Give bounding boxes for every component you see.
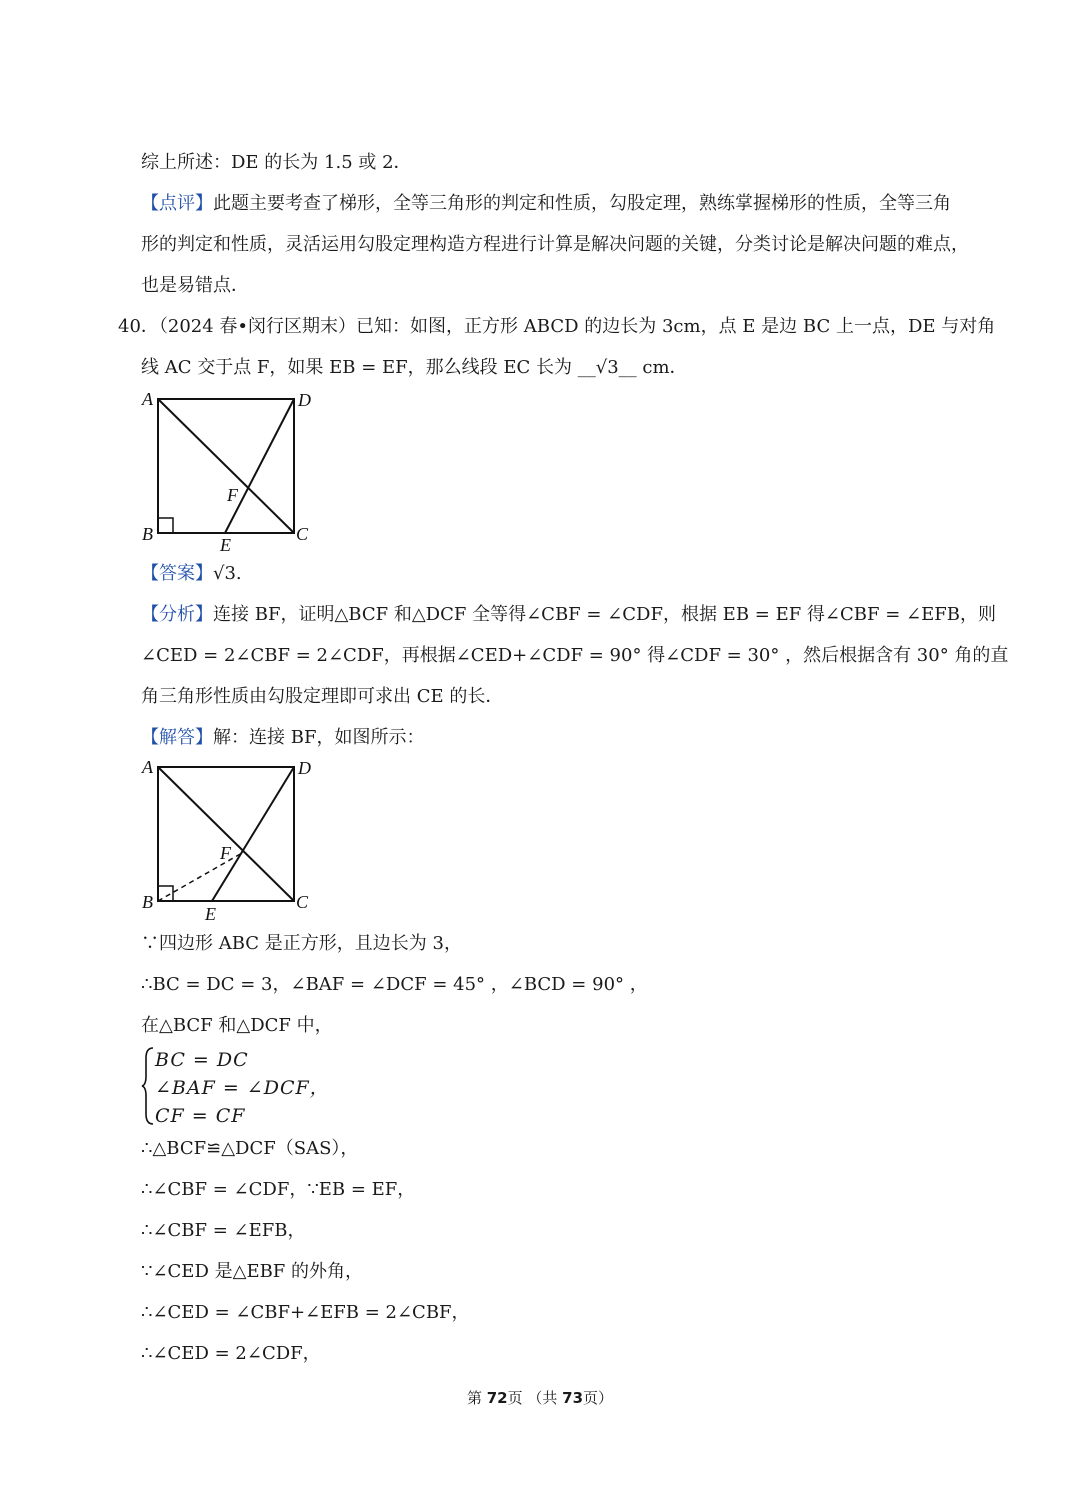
- label-d: D: [298, 390, 311, 410]
- right-angle-mark: [158, 518, 173, 533]
- answer-blank: __√3__: [577, 357, 637, 378]
- solution-step-4: ∴△BCF≌△DCF（SAS），: [141, 1138, 359, 1159]
- segment-de-2: [212, 767, 294, 901]
- problem-text-2a: 线 AC 交于点 F，如果 EB = EF，那么线段 EC 长为: [141, 357, 578, 378]
- system-eq-2: ∠BAF = ∠DCF，: [155, 1077, 330, 1099]
- solution-tag: 【解答】: [141, 727, 213, 748]
- label-d-2: D: [298, 758, 311, 778]
- segment-de: [225, 399, 294, 533]
- review-tag: 【点评】: [141, 193, 213, 214]
- problem-text-2b: cm．: [636, 357, 688, 378]
- label-b: B: [142, 524, 153, 544]
- solution-step-8: ∴∠CED = ∠CBF+∠EFB = 2∠CBF，: [141, 1302, 470, 1323]
- footer-mid: 页 （共: [507, 1389, 563, 1407]
- review-line-3: 也是易错点．: [141, 275, 249, 296]
- label-e: E: [220, 535, 231, 555]
- label-c: C: [296, 524, 309, 544]
- footer-prefix: 第: [466, 1389, 487, 1407]
- square-figure-2: [130, 755, 330, 930]
- review-line-2: 形的判定和性质，灵活运用勾股定理构造方程进行计算是解决问题的关键，分类讨论是解决问题的难点，: [141, 234, 969, 255]
- analysis-tag: 【分析】: [141, 604, 213, 625]
- label-c-2: C: [296, 892, 309, 912]
- analysis-line-1: [141, 603, 996, 627]
- answer-tag: 【答案】: [141, 563, 213, 584]
- review-line-1: [141, 192, 951, 216]
- diagonal-ac: [158, 399, 294, 533]
- system-brace: [141, 1046, 155, 1126]
- right-angle-mark-2: [158, 886, 173, 901]
- label-f: F: [227, 485, 238, 505]
- analysis-line-2: ∠CED = 2∠CBF = 2∠CDF，再根据∠CED+∠CDF = 90° 得∠CDF = 30° ，然后根据含有 30° 角的直: [141, 645, 1009, 666]
- diagonal-ac-2: [158, 767, 294, 901]
- label-b-2: B: [142, 892, 153, 912]
- system-eq-1: BC = DC: [155, 1049, 249, 1071]
- review-text-1: 此题主要考查了梯形，全等三角形的判定和性质，勾股定理，熟练掌握梯形的性质，全等三角: [213, 193, 951, 214]
- solution-intro: 解：连接 BF，如图所示：: [213, 727, 425, 748]
- solution-step-3: 在△BCF 和△DCF 中，: [141, 1015, 333, 1036]
- answer-line: [141, 562, 242, 586]
- solution-intro-line: [141, 726, 424, 750]
- solution-step-2: ∴BC = DC = 3，∠BAF = ∠DCF = 45° ，∠BCD = 90° ，: [141, 974, 648, 995]
- footer-suffix: 页）: [583, 1389, 614, 1407]
- analysis-line-3: 角三角形性质由勾股定理即可求出 CE 的长．: [141, 686, 504, 707]
- solution-step-1: ∵四边形 ABC 是正方形，且边长为 3，: [141, 933, 462, 954]
- answer-value: √3.: [213, 563, 242, 584]
- summary-text: 综上所述：DE 的长为 1.5 或 2．: [141, 152, 412, 173]
- label-e-2: E: [205, 904, 216, 924]
- analysis-text-1: 连接 BF，证明△BCF 和△DCF 全等得∠CBF = ∠CDF，根据 EB = EF 得∠CBF = ∠EFB，则: [213, 604, 996, 625]
- problem-line-2: [141, 356, 688, 380]
- problem-line-1: 40．（2024 春•闵行区期末）已知：如图，正方形 ABCD 的边长为 3cm，点 E 是边 BC 上一点，DE 与对角: [118, 316, 996, 337]
- solution-step-6: ∴∠CBF = ∠EFB，: [141, 1220, 306, 1241]
- solution-step-9: ∴∠CED = 2∠CDF，: [141, 1343, 321, 1364]
- system-eq-3: CF = CF: [155, 1105, 246, 1127]
- solution-step-7: ∵∠CED 是△EBF 的外角，: [141, 1261, 364, 1282]
- label-a: A: [142, 389, 153, 409]
- footer-page-number: 72: [486, 1389, 508, 1407]
- footer-total-pages: 73: [562, 1389, 584, 1407]
- page-footer: [0, 1387, 1080, 1408]
- label-f-2: F: [220, 843, 231, 863]
- solution-step-5: ∴∠CBF = ∠CDF，∵EB = EF，: [141, 1179, 416, 1200]
- square-figure-1: [130, 385, 330, 560]
- label-a-2: A: [142, 757, 153, 777]
